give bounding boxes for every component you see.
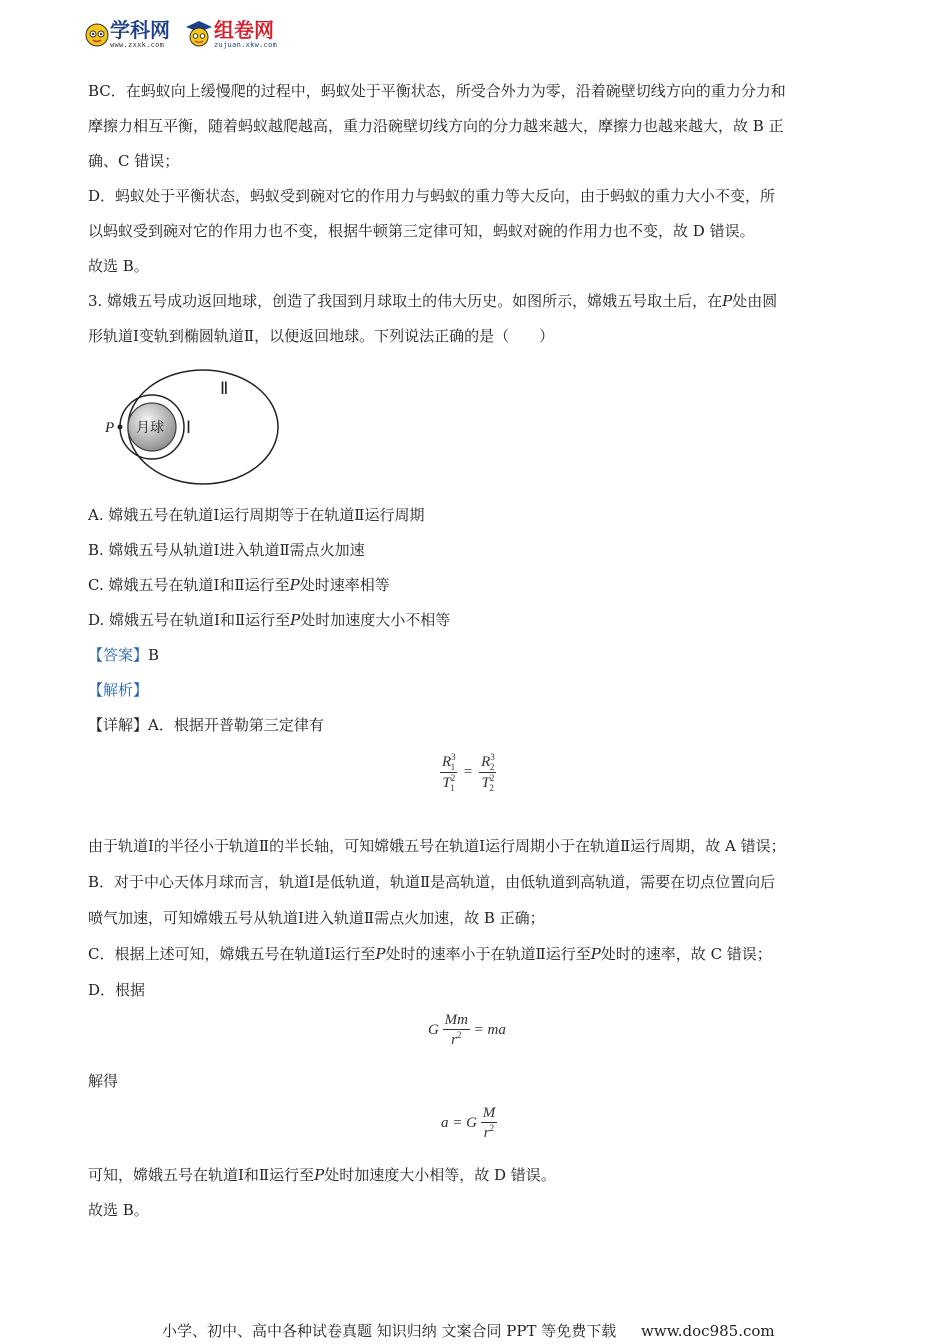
paragraph-d-2: 以蚂蚁受到碗对它的作用力也不变，根据牛顿第三定律可知，蚂蚁对碗的作用力也不变，故 D 错误。 [88, 222, 755, 240]
option-c: C. 嫦娥五号在轨道Ⅰ和Ⅱ运行至P处时速率相等 [88, 576, 390, 594]
gravitation-formula: G $\frac{Mm}{r^2}$ = ma [428, 1012, 506, 1048]
header [84, 14, 291, 54]
question-3-line-2: 形轨道Ⅰ变轨到椭圆轨道Ⅱ，以便返回地球。下列说法正确的是（ ） [88, 327, 555, 345]
label-moon: 月球 [136, 420, 164, 436]
previous-explanation [88, 74, 864, 354]
detail-tag: 【详解】 [88, 716, 149, 734]
choose-answer-2: 故选 B。 [88, 1201, 149, 1219]
logo-url: www.zxxk.com [110, 40, 165, 49]
paragraph-d-1: D．蚂蚁处于平衡状态，蚂蚁受到碗对它的作用力与蚂蚁的重力等大反向，由于蚂蚁的重力大小不变，所 [88, 187, 776, 205]
option-b: B. 嫦娥五号从轨道Ⅰ进入轨道Ⅱ需点火加速 [88, 541, 365, 559]
explanation-a: 由于轨道Ⅰ的半径小于轨道Ⅱ的半长轴，可知嫦娥五号在轨道Ⅰ运行周期小于在轨道Ⅱ运行周期，故 A 错误； [88, 837, 786, 855]
answer-value: B [148, 646, 160, 664]
paragraph-bc-2: 摩擦力相互平衡，随着蚂蚁越爬越高，重力沿碗壁切线方向的分力越来越大，摩擦力也越来越大，故 B 正 [88, 117, 784, 135]
explanation-b-2: 喷气加速，可知嫦娥五号从轨道Ⅰ进入轨道Ⅱ需点火加速，故 B 正确； [88, 909, 545, 927]
label-orbit-i: Ⅰ [186, 418, 192, 437]
option-d: D. 嫦娥五号在轨道Ⅰ和Ⅱ运行至P处时加速度大小不相等 [88, 611, 451, 629]
explanation [88, 828, 864, 1008]
choose-answer-1: 故选 B。 [88, 257, 149, 275]
footer-text: 小学、初中、高中各种试卷真题 知识归纳 文案合同 PPT 等免费下载 [162, 1322, 617, 1340]
label-p: P [105, 420, 115, 436]
label-orbit-ii: Ⅱ [220, 379, 229, 398]
option-a: A. 嫦娥五号在轨道Ⅰ运行周期等于在轨道Ⅱ运行周期 [88, 506, 425, 524]
graduate-mascot-icon [184, 19, 214, 49]
explanation-d: D．根据 [88, 981, 146, 999]
conclusion-d: 可知，嫦娥五号在轨道Ⅰ和Ⅱ运行至P处时加速度大小相等，故 D 错误。 [88, 1166, 556, 1184]
paragraph-bc-3: 确、C 错误； [88, 152, 180, 170]
question-3-line-1: 3. 嫦娥五号成功返回地球，创造了我国到月球取土的伟大历史。如图所示，嫦娥五号取土后，在P处由圆 [88, 292, 778, 310]
point-p: P [722, 292, 733, 310]
logo-title: 组卷网 [214, 17, 274, 42]
footer-url[interactable]: www.doc985.com [641, 1322, 775, 1340]
mascot-icon [84, 21, 110, 47]
conclusion [88, 1158, 864, 1228]
xuekewang-logo[interactable] [84, 17, 170, 49]
acceleration-formula: a = G $\frac{M}{r^2}$ [441, 1105, 496, 1141]
explanation-b-1: B．对于中心天体月球而言，轨道Ⅰ是低轨道，轨道Ⅱ是高轨道，由低轨道到高轨道，需要在切点位置向后 [88, 873, 776, 891]
answer-line [88, 638, 864, 673]
explanation-c: C．根据上述可知，嫦娥五号在轨道Ⅰ运行至P处时的速率小于在轨道Ⅱ运行至P处时的速率，故 C 错误； [88, 945, 772, 963]
kepler-formula: $\frac{R^3_1}{T^2_1}$ = $\frac{R^3_2}{T^2_2}$ [442, 752, 495, 793]
solve-label: 解得 [88, 1072, 119, 1090]
footer [162, 1320, 775, 1341]
answer-tag: 【答案】 [88, 646, 149, 664]
point-p-dot [118, 425, 123, 430]
question-options [88, 498, 864, 743]
detail-a-line: 【详解】A．根据开普勒第三定律有 [88, 716, 324, 734]
zujuanwang-logo[interactable] [184, 19, 277, 49]
paragraph-bc-1: BC．在蚂蚁向上缓慢爬的过程中，蚂蚁处于平衡状态，所受合外力为零，沿着碗壁切线方向的重力分力和 [88, 82, 786, 100]
logo-url: zujuan.xkw.com [214, 40, 278, 49]
logo-title: 学科网 [110, 17, 170, 42]
orbit-diagram [100, 368, 285, 486]
analysis-tag: 【解析】 [88, 681, 149, 699]
